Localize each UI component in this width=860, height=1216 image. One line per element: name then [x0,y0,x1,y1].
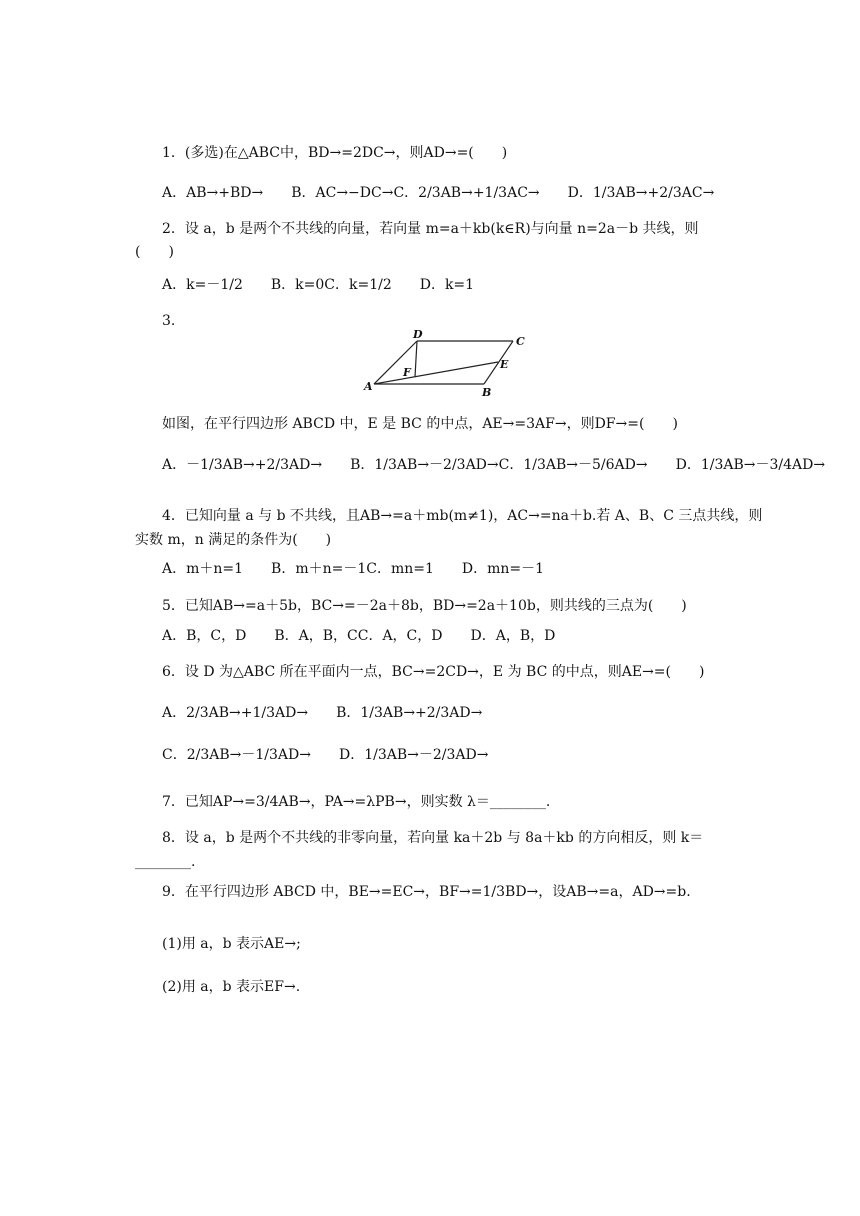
question-4-options: A．m＋n=1 B．m＋n=－1C．mn=1 D．mn=－1 [162,561,545,577]
question-2-options: A．k=－1/2 B．k=0C．k=1/2 D．k=1 [162,277,475,293]
question-1-stem: 1．(多选)在△ABC中，BD→=2DC→，则AD→=( ) [162,145,508,161]
question-9-part-1: (1)用 a，b 表示AE→; [162,936,301,952]
question-7-stem: 7．已知AP→=3/4AB→，PA→=λPB→，则实数 λ＝________. [162,794,551,810]
question-3-stem: 如图，在平行四边形 ABCD 中，E 是 BC 的中点，AE→=3AF→，则DF→=( ) [162,416,678,432]
question-3-number: 3. [162,313,176,329]
question-8-stem: 8．设 a，b 是两个不共线的非零向量，若向量 ka＋2b 与 8a＋kb 的方向相反，则 k＝ [162,830,704,846]
parallelogram-figure [360,328,530,398]
label-D: D [413,328,423,341]
question-4-stem-continued: 实数 m，n 满足的条件为( ) [135,532,332,548]
question-2-stem-continued: ( ) [135,244,174,260]
question-8-stem-continued: ________. [135,854,196,870]
question-9-part-2: (2)用 a，b 表示EF→. [162,979,301,995]
question-5-options: A．B，C，D B．A，B，CC．A，C，D D．A，B，D [162,628,556,644]
question-9-stem: 9．在平行四边形 ABCD 中，BE→=EC→，BF→=1/3BD→，设AB→=a，AD→=b. [162,884,691,900]
question-5-stem: 5．已知AB→=a＋5b，BC→=－2a＋8b，BD→=2a＋10b，则共线的三点为( ) [162,598,687,614]
question-6-options-row-1: A．2/3AB→+1/3AD→ B．1/3AB→+2/3AD→ [162,705,483,721]
question-1-options: A．AB→+BD→ B．AC→−DC→C．2/3AB→+1/3AC→ D．1/3AB→+2/3AC→ [162,185,715,201]
question-3-options: A．－1/3AB→+2/3AD→ B．1/3AB→－2/3AD→C．1/3AB→－5/6AD→ D．1/3AB→－3/4AD→ [162,457,826,473]
label-B: B [482,386,492,398]
question-2-stem: 2．设 a，b 是两个不共线的向量，若向量 m=a＋kb(k∈R)与向量 n=2a－b 共线，则 [162,221,699,237]
question-6-stem: 6．设 D 为△ABC 所在平面内一点，BC→=2CD→，E 为 BC 的中点，则AE→=( ) [162,664,705,680]
label-E: E [500,358,509,371]
label-C: C [516,335,525,348]
question-6-options-row-2: C．2/3AB→－1/3AD→ D．1/3AB→－2/3AD→ [162,747,489,763]
side-BC [484,341,513,384]
label-F: F [403,366,411,379]
question-4-stem: 4．已知向量 a 与 b 不共线，且AB→=a＋mb(m≠1)，AC→=na＋b.若 A、B、C 三点共线，则 [162,508,763,524]
segment-DF [415,341,417,377]
label-A: A [364,380,373,393]
